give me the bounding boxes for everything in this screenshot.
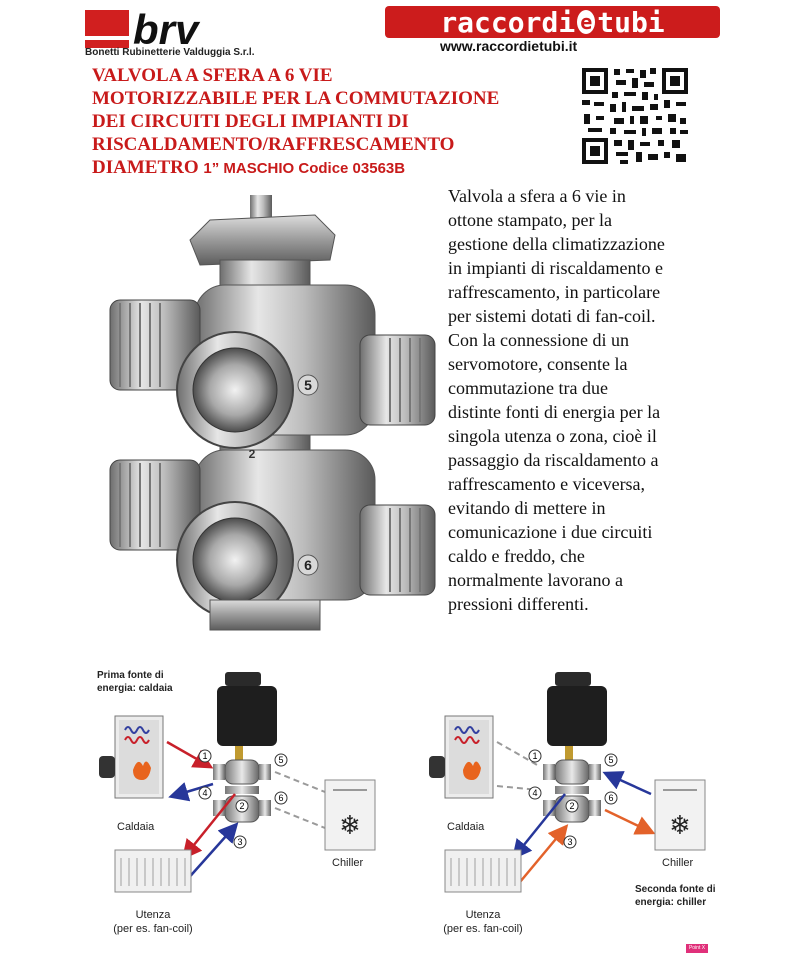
left-caption-line2: energia: caldaia	[97, 683, 173, 694]
title-line: MOTORIZZABILE PER LA COMMUTAZIONE	[92, 88, 500, 109]
left-port-3: 3	[237, 837, 243, 847]
left-chiller-label: Chiller	[332, 857, 364, 869]
right-caption-line2: energia: chiller	[635, 897, 707, 908]
left-boiler-label: Caldaia	[117, 821, 155, 833]
right-port-4: 4	[532, 788, 538, 798]
photo-port-5: 5	[304, 377, 312, 393]
store-url[interactable]: www.raccordietubi.it	[440, 38, 578, 54]
right-chiller-label: Chiller	[662, 857, 694, 869]
photo-port-6: 6	[304, 557, 312, 573]
product-description	[448, 184, 748, 616]
boiler-icon	[429, 716, 493, 798]
title-product-code: 1” MASCHIO Codice 03563B	[203, 160, 406, 177]
chiller-icon	[325, 780, 375, 850]
right-port-1: 1	[532, 751, 538, 761]
right-port-6: 6	[608, 793, 614, 803]
fan-coil-icon	[445, 850, 521, 892]
page-title	[92, 64, 572, 180]
store-logo-part1: raccordi	[440, 5, 576, 39]
title-line-last	[92, 156, 572, 180]
left-user-label-line1: Utenza	[135, 909, 171, 921]
site-badge[interactable]: Point X Site	[686, 944, 708, 953]
description-line: distinte fonti di energia per la	[448, 402, 661, 422]
store-logo-connector: e	[577, 10, 595, 34]
brv-logo	[85, 10, 255, 50]
description-line: ottone stampato, per la	[448, 210, 612, 230]
left-port-2: 2	[239, 801, 245, 811]
description-line: caldo e freddo, che	[448, 546, 585, 566]
title-line: VALVOLA A SFERA A 6 VIE	[92, 65, 333, 86]
brand-subtitle: Bonetti Rubinetterie Valduggia S.r.l.	[85, 47, 255, 58]
right-port-3: 3	[567, 837, 573, 847]
description-line: in impianti di riscaldamento e	[448, 258, 663, 278]
description-line: gestione della climatizzazione	[448, 234, 665, 254]
title-diameter: DIAMETRO	[92, 157, 199, 178]
store-logo	[385, 6, 720, 38]
left-port-5: 5	[278, 755, 284, 765]
description-line: commutazione tra due	[448, 378, 608, 398]
right-caption-line1: Seconda fonte di	[635, 884, 716, 895]
description-line: per sistemi dotati di fan-coil.	[448, 306, 656, 326]
description-line: evitando di mettere in	[448, 498, 606, 518]
left-port-6: 6	[278, 793, 284, 803]
right-port-2: 2	[569, 801, 575, 811]
valve-actuator-icon	[213, 672, 277, 822]
chiller-icon	[655, 780, 705, 850]
left-port-4: 4	[202, 788, 208, 798]
description-line: passaggio da riscaldamento a	[448, 450, 659, 470]
left-port-1: 1	[202, 751, 208, 761]
fan-coil-icon	[115, 850, 191, 892]
description-line: raffrescamento, in particolare	[448, 282, 661, 302]
description-line: normalmente lavorano a	[448, 570, 623, 590]
qr-code-icon[interactable]	[580, 66, 690, 166]
boiler-icon	[99, 716, 163, 798]
description-line: Con la connessione di un	[448, 330, 629, 350]
title-line: DEI CIRCUITI DEGLI IMPIANTI DI	[92, 111, 409, 132]
description-line: comunicazione i due circuiti	[448, 522, 653, 542]
photo-port-2: 2	[248, 447, 256, 461]
left-user-label-line2: (per es. fan-coil)	[113, 923, 193, 935]
svg-text:❄: ❄	[339, 811, 361, 841]
store-logo-part2: tubi	[597, 5, 665, 39]
brv-logo-text: brv	[133, 10, 199, 50]
right-boiler-label: Caldaia	[447, 821, 485, 833]
description-line: pressioni differenti.	[448, 594, 589, 614]
title-line: RISCALDAMENTO/RAFFRESCAMENTO	[92, 134, 455, 155]
right-user-label-line1: Utenza	[465, 909, 501, 921]
svg-text:❄: ❄	[669, 811, 691, 841]
description-line: raffrescamento e viceversa,	[448, 474, 646, 494]
switching-diagram	[85, 660, 725, 950]
valve-photo	[100, 185, 440, 635]
right-user-label-line2: (per es. fan-coil)	[443, 923, 523, 935]
left-caption-line1: Prima fonte di	[97, 670, 164, 681]
description-line: singola utenza o zona, cioè il	[448, 426, 657, 446]
valve-actuator-icon	[543, 672, 607, 822]
right-port-5: 5	[608, 755, 614, 765]
description-line: Valvola a sfera a 6 vie in	[448, 186, 626, 206]
right-diagram	[429, 672, 716, 935]
left-diagram	[97, 670, 375, 935]
description-line: servomotore, consente la	[448, 354, 628, 374]
